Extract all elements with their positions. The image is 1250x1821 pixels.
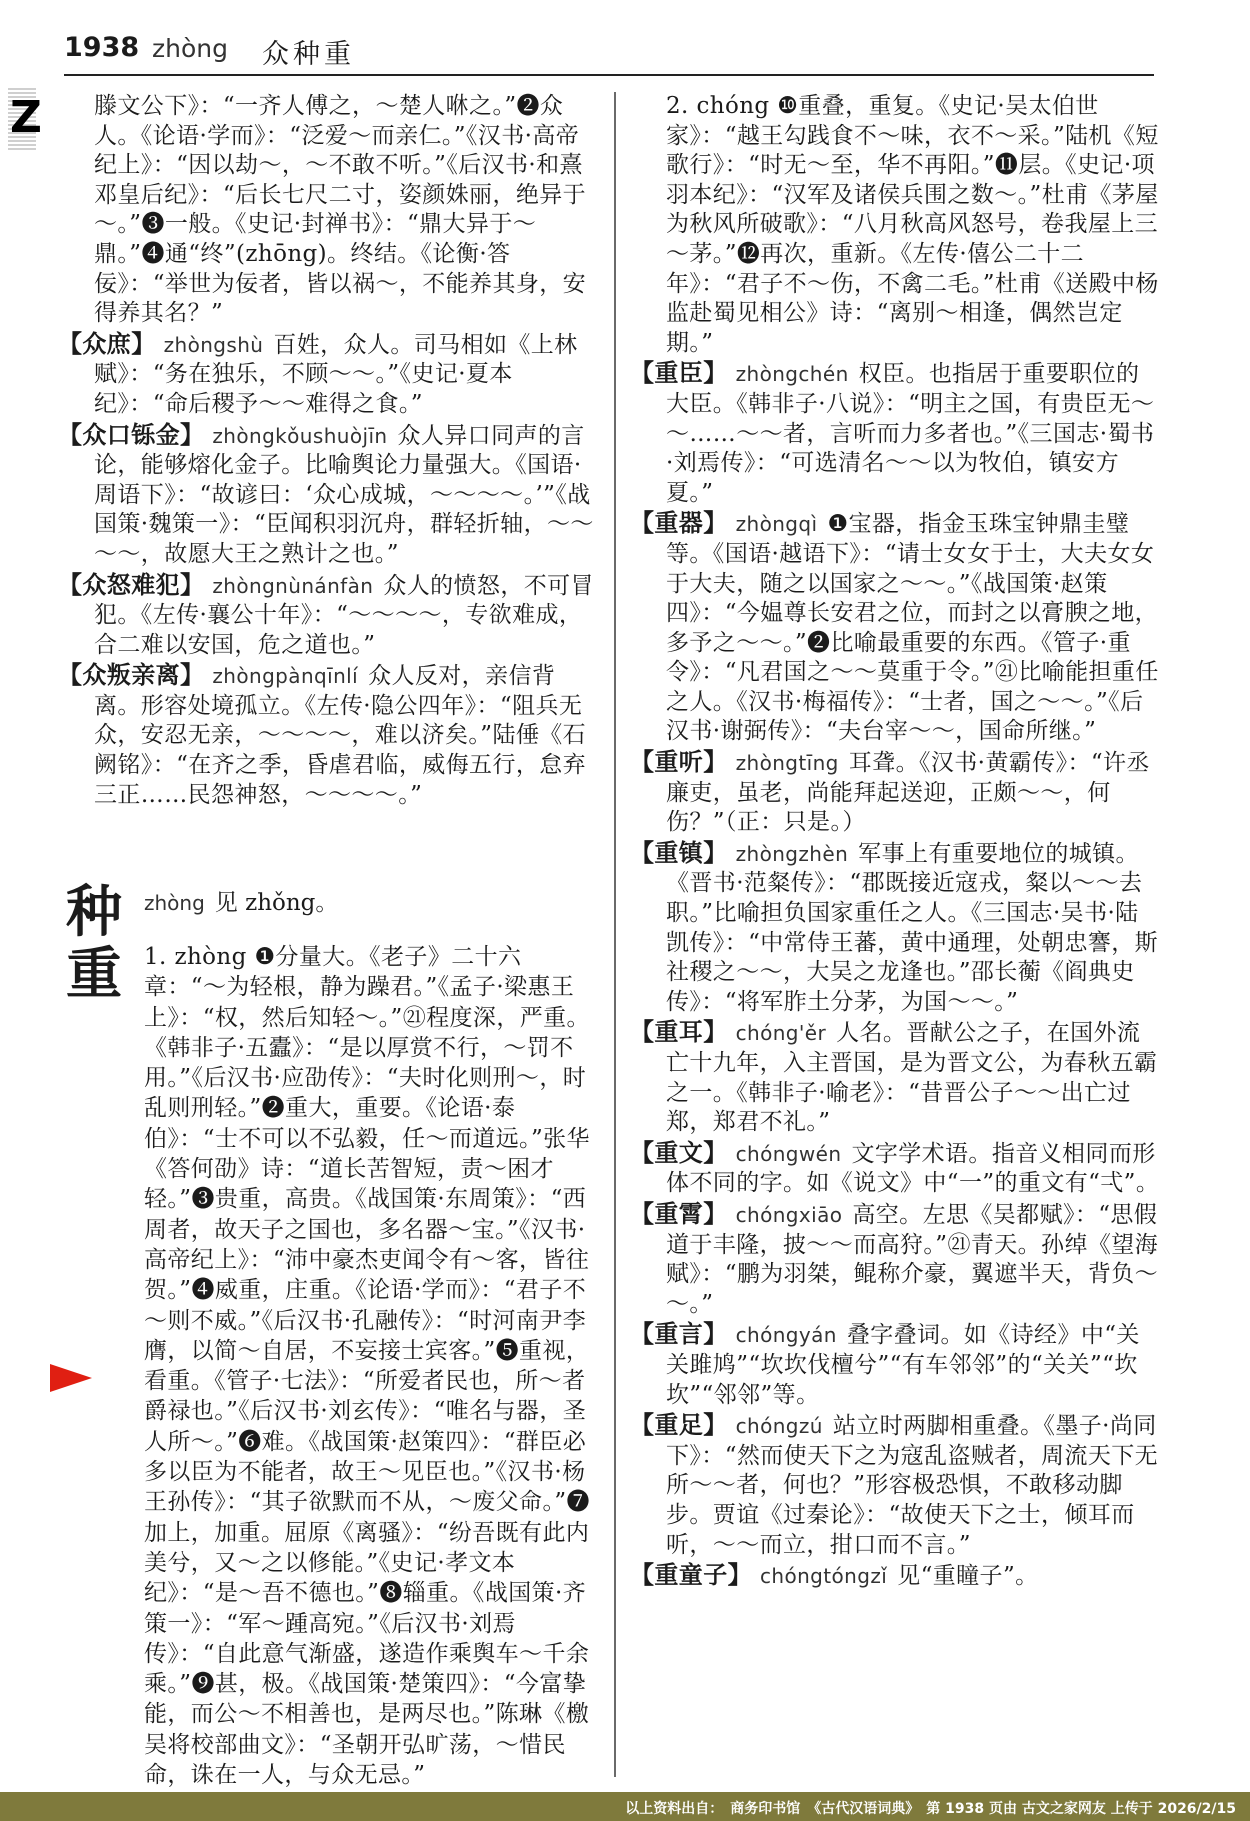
entry-headword: 【众叛亲离】 [58,660,205,690]
entry-pinyin: chóngwén [735,1141,842,1166]
entry-pinyin: zhòngzhèn [735,841,849,866]
entry-headword: 【重童子】 [630,1560,752,1590]
entry-headword: 【众怒难犯】 [58,569,205,599]
page-header [64,30,1154,70]
entry-headword: 【众口铄金】 [58,419,205,449]
entry-definition: 众人的愤怒，不可冒犯。《左传·襄公十年》：“～～～～，专欲难成，合二难以安国，危之道也。” [94,572,594,658]
dictionary-entry [630,1319,1160,1410]
entry-pinyin: zhòngqì [735,512,818,537]
dictionary-entry [630,358,1160,508]
dictionary-entry [630,1410,1160,1560]
thumb-index-tab [8,88,40,150]
entry-headword: 【众庶】 [58,328,156,358]
entry-pinyin: chóngzú [735,1414,823,1439]
dictionary-entry [630,1138,1160,1199]
right-column [630,92,1160,1592]
entry-definition: 站立时两脚相重叠。《墨子·尚同下》：“然而使天下之为寇乱盗贼者，周流天下无所～～者，何也？”形容极恐惧，不敢移动脚步。贾谊《过秦论》：“故使天下之士，倾耳而听，～～而立，拑口而不言。” [666,1413,1159,1558]
entry-headword: 【重足】 [630,1410,728,1440]
entry-pinyin: chóngxiāo [735,1202,843,1227]
entry-definition: 见“重瞳子”。 [897,1563,1039,1590]
dictionary-entry [630,1199,1160,1319]
dictionary-entry [58,420,598,570]
entry-headword: 【重器】 [630,508,728,538]
dictionary-entry [58,660,598,810]
dictionary-entry [630,508,1160,747]
large-headword-zhong-heavy: 重 [66,941,122,1007]
continuation-text: 2. chóng ❿重叠，重复。《史记·吴太伯世家》：“越王勾践食不～味，衣不～采。”陆机《短歌行》：“时无～至，华不再阳。”⓫层。《史记·项羽本纪》：“汉军及诸侯兵围之数～。”杜甫《茅屋为秋风所破歌》：“八月秋高风怒号，卷我屋上三～茅。”⓬再次，重新。《左传·僖公二十二年》：“君子不～伤，不禽二毛。”杜甫《送殿中杨监赴蜀见相公》诗：“离别～相逢，偶然岂定期。” [666,93,1159,356]
dictionary-entry [630,838,1160,1018]
left-column [58,92,598,810]
cross-reference-pinyin: zhòng [144,891,205,915]
entry-headword: 【重文】 [630,1137,728,1167]
column-divider [614,92,616,1777]
header-characters: 众种重 [262,39,355,70]
source-credit: 以上资料出自： 商务印书馆 《古代汉语词典》 第 1938 页由 古文之家网友 上传于 2026/2/15 [625,1801,1236,1817]
entry-definition: 众人异口同声的言论，能够熔化金子。比喻舆论力量强大。《国语·周语下》：“故谚曰：‘众心成城，～～～～。’”《战国策·魏策一》：“臣闻积羽沉舟，群轻折轴，～～～～，故愿大王之熟计之也。” [94,422,594,567]
entry-definition: ❶宝器，指金玉珠宝钟鼎圭璧等。《国语·越语下》：“请士女女于士，大夫女女于大夫，随之以国家之～～。”《战国策·赵策四》：“今媪尊长安君之位，而封之以膏腴之地，多予之～～。”❷比喻最重要的东西。《管子·重令》：“凡君国之～～莫重于令。”㉑比喻能担重任之人。《汉书·梅福传》：“士者，国之～～。”《后汉书·谢弼传》：“夫台宰～～，国命所继。” [666,511,1159,745]
dictionary-entry [58,329,598,420]
source-footer-bar [0,1792,1250,1821]
entry-headword: 【重臣】 [630,358,728,388]
entry-definition: 耳聋。《汉书·黄霸传》：“许丞廉吏，虽老，尚能拜起送迎，正颇～～，何伤？”（正：只是。） [666,750,1150,836]
entry-pinyin: zhòngshù [163,332,264,357]
entry-pinyin: zhòngchén [735,362,849,387]
entry-headword: 【重镇】 [630,837,728,867]
zhong-definitions [94,942,598,1790]
entry-headword: 【重听】 [630,747,728,777]
zhong-sense-list: 1. zhòng ❶分量大。《老子》二十六章：“～为轻根，静为躁君。”《孟子·梁惠王上》：“权，然后知轻～。”㉑程度深，严重。《韩非子·五蠹》：“是以厚赏不行，～罚不用。”《后汉书·应劭传》：“夫时化则刑～，时乱则刑轻。”❷重大，重要。《论语·泰伯》：“士不可以不弘毅，任～而道远。”张华《答何劭》诗：“道长苦智短，责～困才轻。”❸贵重，高贵。《战国策·东周策》：“西周者，故天子之国也，多名器～宝。”《汉书·高帝纪上》：“沛中豪杰吏闻令有～客，皆往贺。”❹威重，庄重。《论语·学而》：“君子不～则不威。”《后汉书·孔融传》：“时河南尹李膺，以简～自居，不妄接士宾客。”❺重视，看重。《管子·七法》：“所爱者民也，所～者爵禄也。”《后汉书·刘玄传》：“唯名与器，圣人所～。”❻难。《战国策·赵策四》：“群臣必多以臣为不能者，故王～见臣也。”《汉书·杨王孙传》：“其子欲默而不从，～废父命。”❼加上，加重。屈原《离骚》：“纷吾既有此内美兮，又～之以修能。”《史记·孝文本纪》：“是～吾不德也。”❽辎重。《战国策·齐策一》：“军～踵高宛。”《后汉书·刘焉传》：“自此意气渐盛，遂造作乘舆车～千余乘。”❾甚，极。《战国策·楚策四》：“今富挚能，而公～不相善也，是两尽也。”陈琳《檄吴将校部曲文》：“圣朝开弘旷荡，～惜民命，诛在一人，与众无忌。” [144,944,590,1789]
entry-pinyin: chóng'ěr [735,1021,827,1046]
thumb-index-letter: Z [10,92,42,143]
entry-pinyin: zhòngpànqīnlí [212,664,359,689]
entry-definition: 军事上有重要地位的城镇。《晋书·范粲传》：“郡既接近寇戎，粲以～～去职。”比喻担负国家重任之人。《三国志·吴书·陆凯传》：“中常侍王蕃，黄中通理，处朝忠謇，斯社稷之～～，大吴之龙逢也。”邵长蘅《阎典史传》：“将军胙土分茅，为国～～。” [666,840,1159,1015]
entry-definition: 人名。晋献公之子，在国外流亡十九年，入主晋国，是为晋文公，为春秋五霸之一。《韩非子·喻老》：“昔晋公子～～出亡过郑，郑君不礼。” [666,1020,1158,1136]
entry-definition: 权臣。也指居于重要职位的大臣。《韩非子·八说》：“明主之国，有贵臣无～～……～～者，言听而力多者也。”《三国志·蜀书·刘焉传》：“可选清名～～以为牧伯，镇安方夏。” [666,361,1155,506]
entry-headword: 【重言】 [630,1319,728,1349]
cross-reference-line [144,884,338,917]
entry-definition: 叠字叠词。如《诗经》中“关关雎鸠”“坎坎伐檀兮”“有车邻邻”的“关关”“坎坎”“邻邻”等。 [666,1322,1140,1408]
large-headword-zhong-seed: 种 [66,879,122,945]
cross-reference-text: 见 zhǒng。 [214,890,339,916]
entry-definition: 文字学术语。指音义相同而形体不同的字。如《说文》中“一”的重文有“弌”。 [666,1140,1160,1197]
entry-pinyin: zhòngkǒushuòjīn [212,423,388,448]
dictionary-entry [630,1560,1160,1592]
entry-definition: 众人反对，亲信背离。形容处境孤立。《左传·隐公四年》：“阻兵无众，安忍无亲，～～～～，难以济矣。”陆倕《石阙铭》：“在齐之季，昏虐君临，威侮五行，怠弃三正……民怨神怒，～～～～。” [94,663,587,808]
entry-pinyin: chóngyán [735,1323,837,1348]
entry-pinyin: chóngtóngzǐ [760,1564,888,1589]
red-pointer-arrow-icon [50,1364,92,1392]
dictionary-entry [630,747,1160,838]
entry-definition: 高空。左思《吴都赋》：“思假道于丰隆，披～～而高狩。”㉑青天。孙绰《望海赋》：“鹏为羽桀，鲲称介豪，翼遮半天，背负～～。” [666,1201,1159,1317]
header-rule [64,74,1154,76]
entry-pinyin: zhòngtīng [735,751,839,776]
entry-headword: 【重耳】 [630,1017,728,1047]
page-number: 1938 [64,32,140,63]
dictionary-entry [630,1017,1160,1137]
continuation-text: 滕文公下》：“一齐人傅之，～楚人咻之。”❷众人。《论语·学而》：“泛爱～而亲仁。”《汉书·高帝纪上》：“因以劫～，～不敢不听。”《后汉书·和熹邓皇后纪》：“后长七尺二寸，姿颜姝丽，绝异于～。”❸一般。《史记·封禅书》：“鼎大异于～鼎。”❹通“终”(zhōng)。终结。《论衡·答佞》：“举世为佞者，皆以祸～，不能养其身，安得养其名？” [94,93,587,327]
entry-pinyin: zhòngnùnánfàn [212,573,374,598]
dictionary-entry [58,570,598,661]
entry-headword: 【重霄】 [630,1198,728,1228]
header-pinyin: zhòng [152,34,228,63]
entry-definition: 百姓，众人。司马相如《上林赋》：“务在独乐，不顾～～。”《史记·夏本纪》：“命后稷予～～难得之食。” [94,331,578,417]
